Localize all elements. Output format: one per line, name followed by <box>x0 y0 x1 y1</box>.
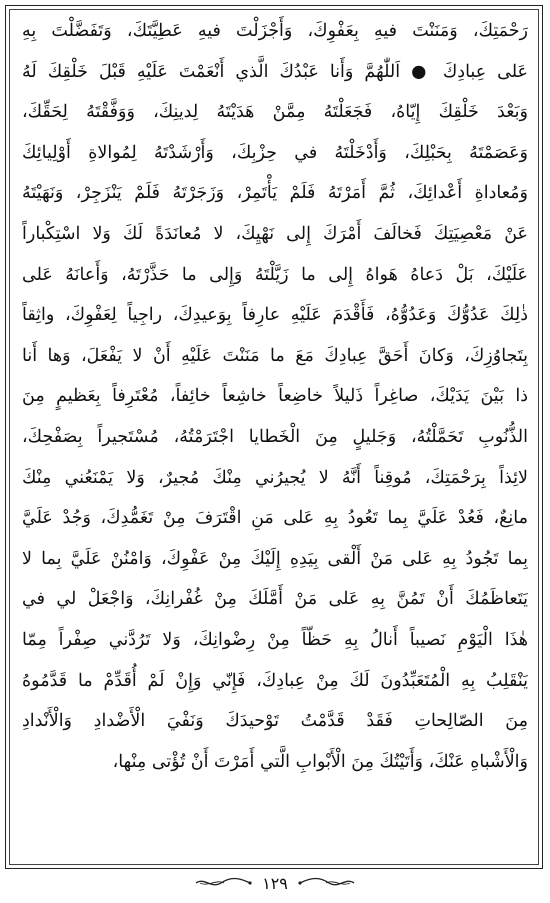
text-line-10: ذا بَيْنَ يَدَيْكَ، صاغِراً ذَليلاً خاضِعاً خاشِعاً خائِفاً، مُعْتَرِفاً بِعَظيمٍ مِنَ <box>22 386 528 407</box>
text-line-11: الذُّنُوبِ تَحَمَّلْتُهُ، وَجَليلٍ مِنَ الْخَطايا اجْتَرَمْتُهُ، مُسْتَجيراً بِصَفْحِكَ، <box>22 426 528 447</box>
text-line-7: عَلَيْكَ، بَلْ دَعاهُ هَواهُ إِلى ما زَيَّلْتَهُ وَإِلى ما حَذَّرْتَهُ، وَأَعانَهُ عَلى <box>22 264 528 285</box>
text-line-4: وَعَصَمْتَهُ بِحَبْلِكَ، وَأَدْخَلْتَهُ في حِزْبِكَ، وَأَرْشَدْتَهُ لِمُوالاةِ أَوْلِيائِكَ <box>22 142 528 163</box>
text-line-9: بِتَجاوُزِكَ، وَكانَ أَحَقَّ عِبادِكَ مَعَ ما مَنَنْتَ عَلَيْهِ أَنْ لا يَفْعَلَ، وَها أَنا <box>22 345 528 366</box>
prayer-text-block <box>22 11 528 782</box>
text-line-14: بِما تَجُودُ بِهِ عَلى مَنْ أَلْقى بِيَدِهِ إِلَيْكَ مِنْ عَفْوِكَ، وَامْنُنْ عَلَيَّ بِما لا <box>22 548 528 569</box>
text-line-19: وَالْأَشْباهِ عَنْكَ، وَأَتَيْتُكَ مِنَ الْأَبْوابِ الَّتي أَمَرْتَ أَنْ تُؤْتى مِنْها، <box>112 751 528 772</box>
text-line-5: وَمُعاداةِ أَعْدائِكَ، ثُمَّ أَمَرْتَهُ فَلَمْ يَأْتَمِرْ، وَزَجَرْتَهُ فَلَمْ يَنْزَجِرْ، وَنَهَيْتَهُ <box>22 183 528 204</box>
text-line-18: مِنَ الصّالِحاتِ فَقَدْ قَدَّمْتُ تَوْحيدَكَ وَنَفْيَ الْأَضْدادِ وَالْأَنْدادِ <box>22 711 528 732</box>
text-line-2: عَلى عِبادِكَ ● اَللّٰهُمَّ وَأَنا عَبْدُكَ الَّذي أَنْعَمْتَ عَلَيْهِ قَبْلَ خَلْقِكَ لَهُ <box>22 61 528 82</box>
text-line-13: مانِعٌ، فَعُدْ عَلَيَّ بِما تَعُودُ بِهِ عَلى مَنِ اقْتَرَفَ مِنْ تَغَمُّدِكَ، وَجُدْ عَلَيَّ <box>22 508 528 529</box>
text-line-12: لائِذاً بِرَحْمَتِكَ، مُوقِناً أَنَّهُ لا يُجيرُني مِنْكَ مُجيرٌ، وَلا يَمْنَعُني مِنْكَ <box>22 467 528 488</box>
text-line-1: رَحْمَتِكَ، وَمَنَنْتَ فيهِ بِعَفْوِكَ، وَأَجْزَلْتَ فيهِ عَطِيَّتَكَ، وَتَفَضَّلْتَ بِهِ <box>22 21 528 41</box>
calligraphic-flourish-icon <box>194 876 252 890</box>
page-number: ١٢٩ <box>262 873 288 893</box>
text-line-3: وَبَعْدَ خَلْقِكَ إِيّاهُ، فَجَعَلْتَهُ مِمَّنْ هَدَيْتَهُ لِدينِكَ، وَوَفَّقْتَهُ لِحَقِّكَ، <box>22 102 528 123</box>
text-line-6: عَنْ مَعْصِيَتِكَ فَخالَفَ أَمْرَكَ إِلى نَهْيِكَ، لا مُعانَدَةً لَكَ وَلا اسْتِكْباراً <box>22 223 528 244</box>
text-line-8: ذٰلِكَ عَدُوُّكَ وَعَدُوُّهُ، فَأَقْدَمَ عَلَيْهِ عارِفاً بِوَعيدِكَ، راجِياً لِعَفْوِكَ، واثِقاً <box>22 305 528 326</box>
page-footer <box>0 868 550 898</box>
calligraphic-flourish-icon <box>298 876 356 890</box>
text-line-17: يَنْقَلِبُ بِهِ الْمُتَعَبِّدُونَ لَكَ مِنْ عِبادِكَ، فَإِنّي وَإِنْ لَمْ أُقَدِّمْ ما قَدَّمُوهُ <box>22 670 528 691</box>
text-line-15: يَتَعاظَمُكَ أَنْ تَمُنَّ بِهِ عَلى مَنْ أَمَّلَكَ مِنْ غُفْرانِكَ، وَاجْعَلْ لي في <box>22 589 528 610</box>
text-line-16: هٰذَا الْيَوْمِ نَصيباً أَنالُ بِهِ حَظّاً مِنْ رِضْوانِكَ، وَلا تَرُدَّني صِفْراً مِمّا <box>22 629 528 650</box>
